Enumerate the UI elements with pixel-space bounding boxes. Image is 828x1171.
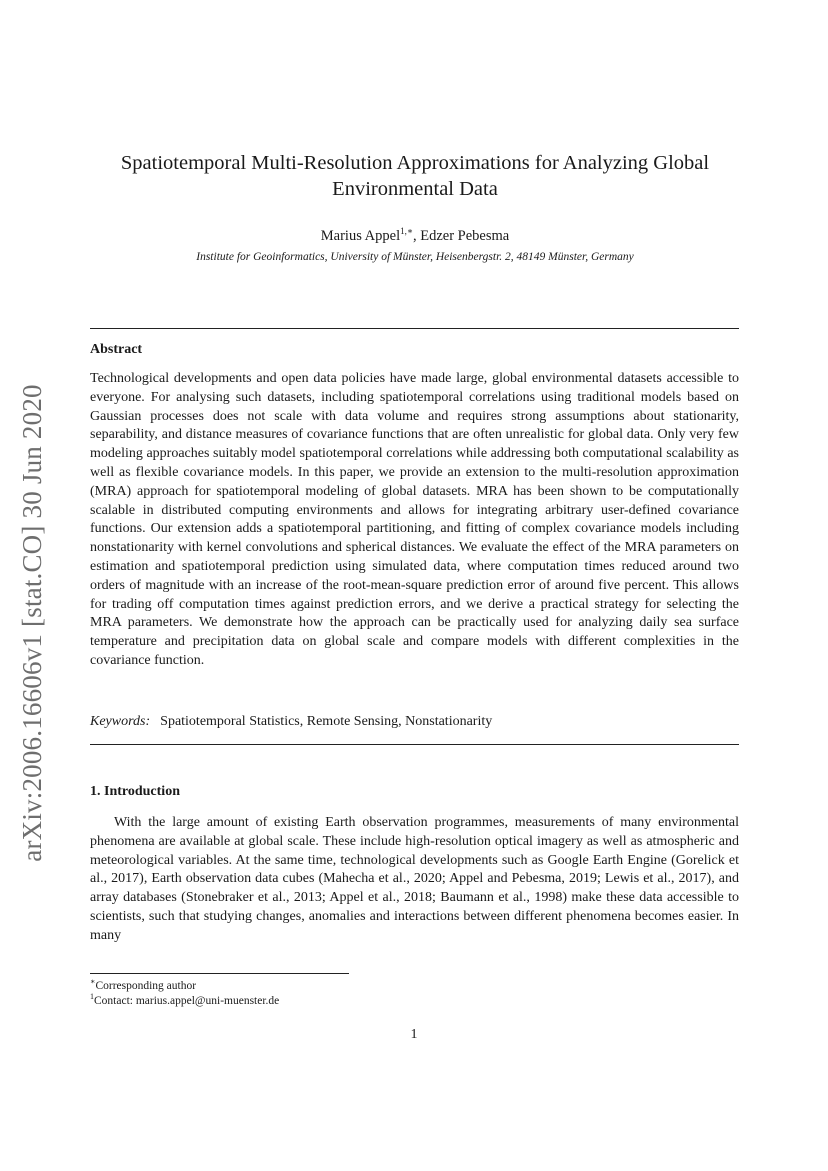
abstract-text: Technological developments and open data policies have made large, global environmental datasets accessible to everyone. For analysing such datasets, including spatiotemporal correlations using traditional models based on Gaussian processes does not scale with data volume and requires strong assumptions about stationarity, separability, and distance measures of covariance functions that are often unrealistic for global data. Only very few modeling approaches suitably model spatiotemporal correlations while addressing both computational scalability as well as flexible covariance models. In this paper, we provide an extension to the multi-resolution approximation (MRA) approach for spatiotemporal modeling of global datasets. MRA has been shown to be computationally scalable in distributed computing environments and allows for integrating arbitrary user-defined covariance functions. Our extension adds a spatiotemporal partitioning, and fitting of complex covariance models including nonstationarity with kernel convolutions and spherical distances. We evaluate the effect of the MRA parameters on estimation and spatiotemporal prediction using simulated data, where computation times reduced around two orders of magnitude with an increase of the root-mean-square prediction error of around five percent. This allows for trading off computation times against prediction errors, and we derive a practical strategy for selecting the MRA parameters. We demonstrate how the approach can be practically used for analyzing daily sea surface temperature and precipitation data on global scale and compare models with different complexities in the covariance function. [90,371,739,668]
footnote-text: Contact: marius.appel@uni-muenster.de [94,994,280,1007]
keywords-value: Spatiotemporal Statistics, Remote Sensing, Nonstationarity [160,714,493,729]
footnote-divider [90,973,349,974]
affiliation: Institute for Geoinformatics, University of Münster, Heisenbergstr. 2, 48149 Münster, Germany [196,251,634,263]
footnote-mark: 1 [90,992,94,1001]
author-name: Marius Appel [320,227,401,244]
abstract-heading: Abstract [90,342,143,357]
introduction-text: With the large amount of existing Earth observation programmes, measurements of many environmental phenomena are available at global scale. These include high-resolution optical imagery as well as atmospheric and meteorological variables. At the same time, technological developments such as Google Earth Engine (Gorelick et al., 2017), Earth observation data cubes (Mahecha et al., 2020; Appel and Pebesma, 2019; Lewis et al., 2017), and array databases (Stonebraker et al., 2013; Appel et al., 2018; Baumann et al., 1998) make these data accessible to scientists, such that studying changes, anomalies and interactions between different phenomena becomes easier. In many [90,815,739,943]
footnote [90,977,490,992]
arxiv-stamp: arXiv:2006.16606v1 [stat.CO] 30 Jun 2020 [17,384,47,862]
keywords [90,714,739,730]
abstract-bottom-divider [90,744,739,745]
keywords-label: Keywords: [90,714,151,729]
top-divider [90,328,739,329]
author-separator: , [412,227,421,244]
section-heading: 1. Introduction [90,784,180,799]
author-name: Edzer Pebesma [420,227,510,244]
paper-title: Spatiotemporal Multi-Resolution Approximations for Analyzing Global Environmental Data [120,152,710,200]
footnote-text: Corresponding author [95,979,197,992]
page-number: 1 [410,1027,418,1042]
footnote-mark: ∗ [90,977,96,986]
footnote [90,992,490,1007]
author-affiliation-mark: 1,∗ [400,226,413,236]
author-list [90,226,740,245]
